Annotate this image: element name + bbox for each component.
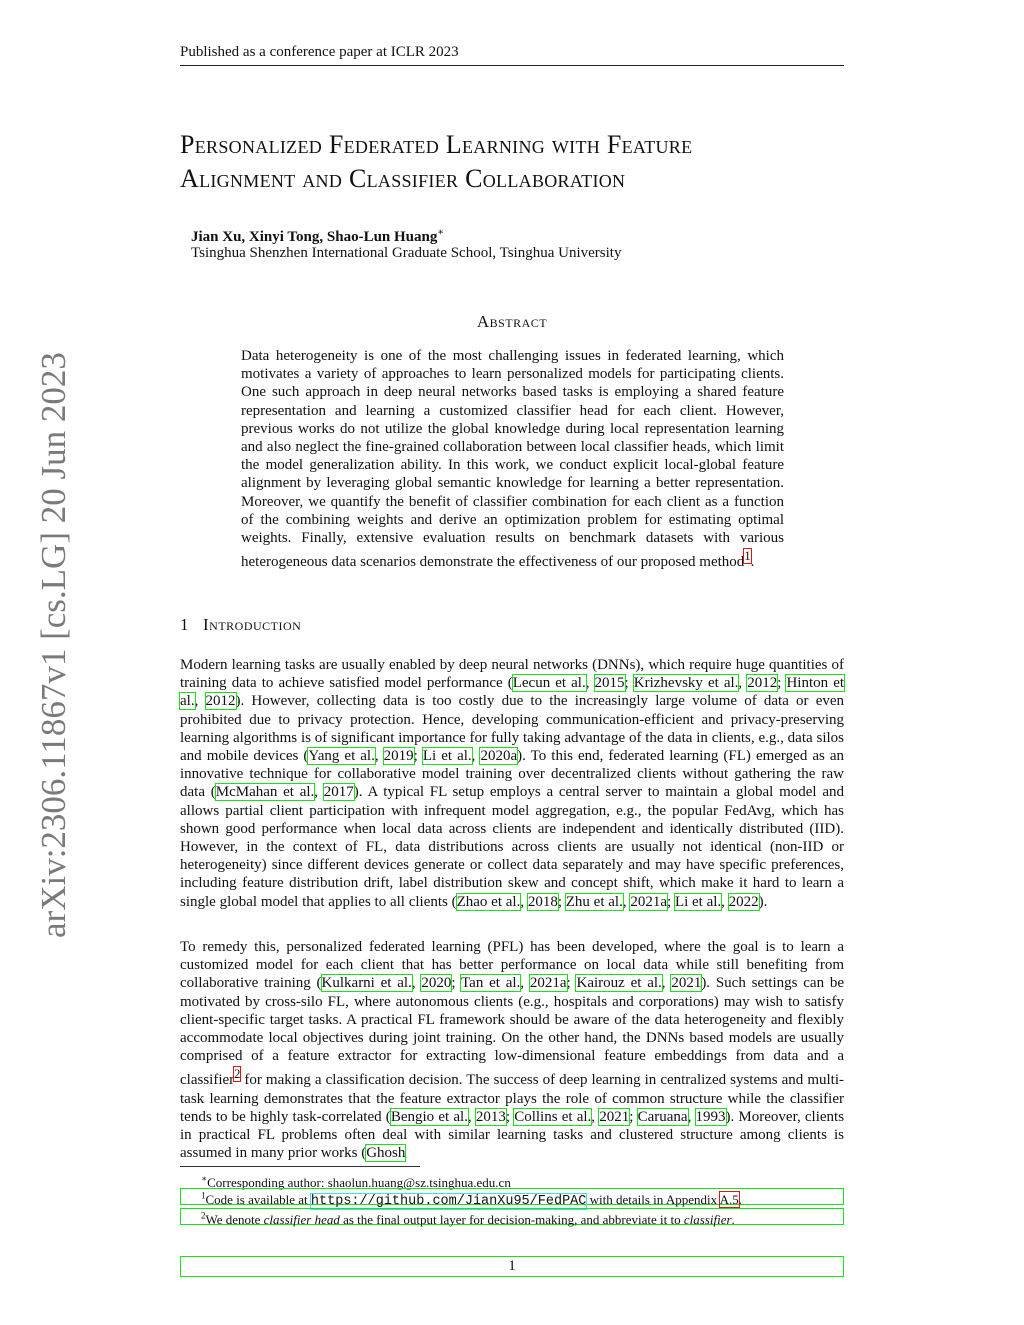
citation-link[interactable]: 1993 [695, 1108, 726, 1125]
text-run: ). However, collecting data is too costly due to the increasingly large volume of data or even prohibited due to privacy protection. Hence, developing communication-efficient and privacy-preserving learning algorithms is of significant importance for fully taking advantage of the data in clients, e.g., data silos and mobile devices ( [180, 693, 845, 765]
affiliation: Tsinghua Shenzhen International Graduate School, Tsinghua University [191, 245, 622, 261]
citation-link[interactable]: Zhu et al. [565, 893, 623, 910]
citation-link[interactable]: Hinton et al. [180, 675, 845, 710]
text-run: ). A typical FL setup employs a central server to maintain a global model and allows partial client participation with infrequent model aggregation, e.g., the popular FedAvg, which has shown good performance when local data across clients are independent and identically distributed (IID). However, in the context of FL, data distributions across clients are usually not identical (non-IID or heterogeneity) since different devices generate or collect data separately and may have specific preferences, including feature distribution drift, label distribution skew and concept shift, which make it hard to learn a single global model that applies to all clients ( [180, 784, 844, 910]
footnote-link-2[interactable]: 2 [234, 1067, 241, 1082]
text-run: ; [566, 975, 577, 992]
text-run: ; [629, 1108, 638, 1125]
page-number[interactable]: 1 [180, 1256, 844, 1277]
corresponding-mark: ∗ [437, 227, 445, 238]
text-run: ). Moreover, clients in practical FL problems often deal with similar learning tasks and clustered structure among clients is assumed in many prior works ( [180, 1108, 845, 1162]
paper-title [180, 128, 880, 196]
title-line-1: Personalized Federated Learning with Feature [180, 130, 693, 159]
citation-link[interactable]: Bengio et al. [390, 1108, 468, 1125]
abstract-body [241, 347, 784, 571]
text-run: , [467, 1108, 476, 1125]
citation-link[interactable]: Ghosh [366, 1145, 406, 1162]
section-heading-introduction [180, 615, 301, 635]
text-run: ; [777, 675, 787, 692]
footnote-classifier[interactable] [180, 1208, 844, 1228]
text-run: , [411, 975, 422, 992]
citation-link[interactable]: McMahan et al. [215, 784, 315, 801]
text-run: , [687, 1108, 696, 1125]
abstract-end: . [750, 554, 755, 571]
text-run: , [591, 1108, 600, 1125]
citation-link[interactable]: Caruana [637, 1108, 688, 1125]
text-run: ). To this end, federated learning (FL) emerged as an innovative technique for collaborative model training over decentralized clients without gathering the raw data ( [180, 748, 845, 801]
footnote-link-1[interactable]: 1 [744, 549, 751, 564]
footnote-code[interactable] [180, 1188, 844, 1210]
citation-link[interactable]: 2022 [728, 893, 759, 910]
citation-link[interactable]: 2021 [671, 975, 702, 992]
citation-link[interactable]: Krizhevsky et al. [633, 675, 739, 692]
citation-link[interactable]: Collins et al. [514, 1108, 592, 1125]
title-line-2: Alignment and Classifier Collaboration [180, 164, 626, 193]
running-header: Published as a conference paper at ICLR 2023 [180, 44, 459, 60]
appendix-link[interactable]: A.5 [719, 1192, 739, 1208]
text-run: Modern learning tasks are usually enabled by deep neural networks (DNNs), which require huge quantities of training data to achieve satisfied model performance ( [180, 657, 844, 692]
text-run: ; [624, 675, 634, 692]
footnote-text: Corresponding author: shaolun.huang@sz.tsinghua.edu.cn [207, 1175, 511, 1191]
footnote-mark: 2 [201, 1211, 206, 1221]
footnote-text: as the final output layer for decision-making, and abbreviate it to [339, 1212, 684, 1228]
text-run: , [194, 693, 206, 710]
citation-link[interactable]: Li et al. [674, 893, 722, 910]
text-run: , [738, 675, 748, 692]
section-number: 1 [180, 615, 189, 634]
citation-link[interactable]: Zhao et al. [456, 893, 521, 910]
footnote-text: . [738, 1192, 743, 1208]
citation-link[interactable]: 2019 [383, 748, 414, 765]
text-run: , [661, 975, 672, 992]
footnote-mark: 1 [201, 1191, 206, 1201]
citation-link[interactable]: 2021 [599, 1108, 630, 1125]
text-run: ; [667, 893, 675, 910]
text-run: for making a classification decision. The success of deep learning in centralized systems and multi-task learning demonstrates that the feature extractor plays the role of common structure while the classifier tends to be highly task-correlated ( [180, 1072, 844, 1125]
footnote-mark: ∗ [201, 1174, 208, 1184]
section-title: Introduction [203, 615, 302, 634]
header-rule [180, 65, 844, 66]
citation-link[interactable]: 2020 [421, 975, 452, 992]
text-run: , [622, 893, 631, 910]
text-run: , [520, 975, 530, 992]
text-run: ; [557, 893, 566, 910]
abstract-heading: Abstract [476, 312, 548, 331]
text-run: , [721, 893, 729, 910]
github-url-link[interactable]: https://github.com/JianXu95/FedPAC [310, 1194, 587, 1210]
intro-paragraph-2 [180, 938, 844, 1162]
author-names: Jian Xu, Xinyi Tong, Shao-Lun Huang [191, 229, 438, 245]
citation-link[interactable]: 2015 [594, 675, 625, 692]
text-run: , [374, 748, 384, 765]
text-run: ; [413, 748, 423, 765]
citation-link[interactable]: Kairouz et al. [576, 975, 662, 992]
citation-link[interactable]: 2013 [475, 1108, 506, 1125]
footnote-corresponding [180, 1171, 844, 1191]
text-run: ). [758, 893, 768, 910]
citation-link[interactable]: Yang et al. [308, 748, 375, 765]
citation-link[interactable]: 2020a [480, 748, 518, 765]
text-run: , [471, 748, 481, 765]
text-run: , [520, 893, 528, 910]
footnote-rule [180, 1166, 420, 1167]
footnote-emphasis: classifier head [263, 1212, 340, 1228]
citation-link[interactable]: Tan et al. [461, 975, 521, 992]
arxiv-stamp: arXiv:2306.11867v1 [cs.LG] 20 Jun 2023 [34, 352, 73, 938]
footnote-text: . [731, 1212, 735, 1228]
footnote-text: with details in Appendix [586, 1192, 720, 1208]
citation-link[interactable]: Kulkarni et al. [321, 975, 412, 992]
citation-link[interactable]: Lecun et al. [512, 675, 586, 692]
citation-link[interactable]: 2012 [747, 675, 778, 692]
text-run: To remedy this, personalized federated learning (PFL) has been developed, where the goal is to learn a customized model for each client that has better performance on local data while still benefiting from collaborative training ( [180, 939, 844, 992]
text-run: , [585, 675, 595, 692]
citation-link[interactable]: 2018 [527, 893, 558, 910]
citation-link[interactable]: Li et al. [422, 748, 472, 765]
intro-paragraph-1 [180, 656, 844, 911]
citation-link[interactable]: 2021a [630, 893, 668, 910]
footnote-text: We denote [205, 1212, 264, 1228]
text-run: ; [505, 1108, 515, 1125]
citation-link[interactable]: 2012 [205, 693, 236, 710]
text-run: ; [451, 975, 462, 992]
text-run: , [314, 784, 324, 801]
footnote-emphasis: classifier [683, 1212, 732, 1228]
footnote-text: Code is available at [205, 1192, 311, 1208]
citation-link[interactable]: 2021a [529, 975, 567, 992]
citation-link[interactable]: 2017 [323, 784, 354, 801]
author-list [191, 227, 444, 246]
text-run: ). Such settings can be motivated by cross-silo FL, where autonomous clients (e.g., hospitals and corporations) may wish to satisfy client-specific target tasks. A practical FL framework should be aware of the data heterogeneity and flexibly accommodate local objectives during joint training. On the other hand, the DNNs based models are usually comprised of a feature extractor for extracting low-dimensional feature embeddings from data and a classifier [180, 975, 845, 1089]
abstract-text: Data heterogeneity is one of the most challenging issues in federated learning, which motivates a variety of approaches to learn personalized models for participating clients. One such approach in deep neural networks based tasks is employing a shared feature representation and learning a customized classifier head for each client. However, previous works do not utilize the global knowledge during local representation learning and also neglect the fine-grained collaboration between local classifier heads, which limit the model generalization ability. In this work, we conduct explicit local-global feature alignment by leveraging global semantic knowledge for learning a better representation. Moreover, we quantify the benefit of classifier combination for each client as a function of the combining weights and derive an optimization problem for estimating optimal weights. Finally, extensive evaluation results on benchmark datasets with various heterogeneous data scenarios demonstrate the effectiveness of our proposed method [241, 348, 784, 571]
